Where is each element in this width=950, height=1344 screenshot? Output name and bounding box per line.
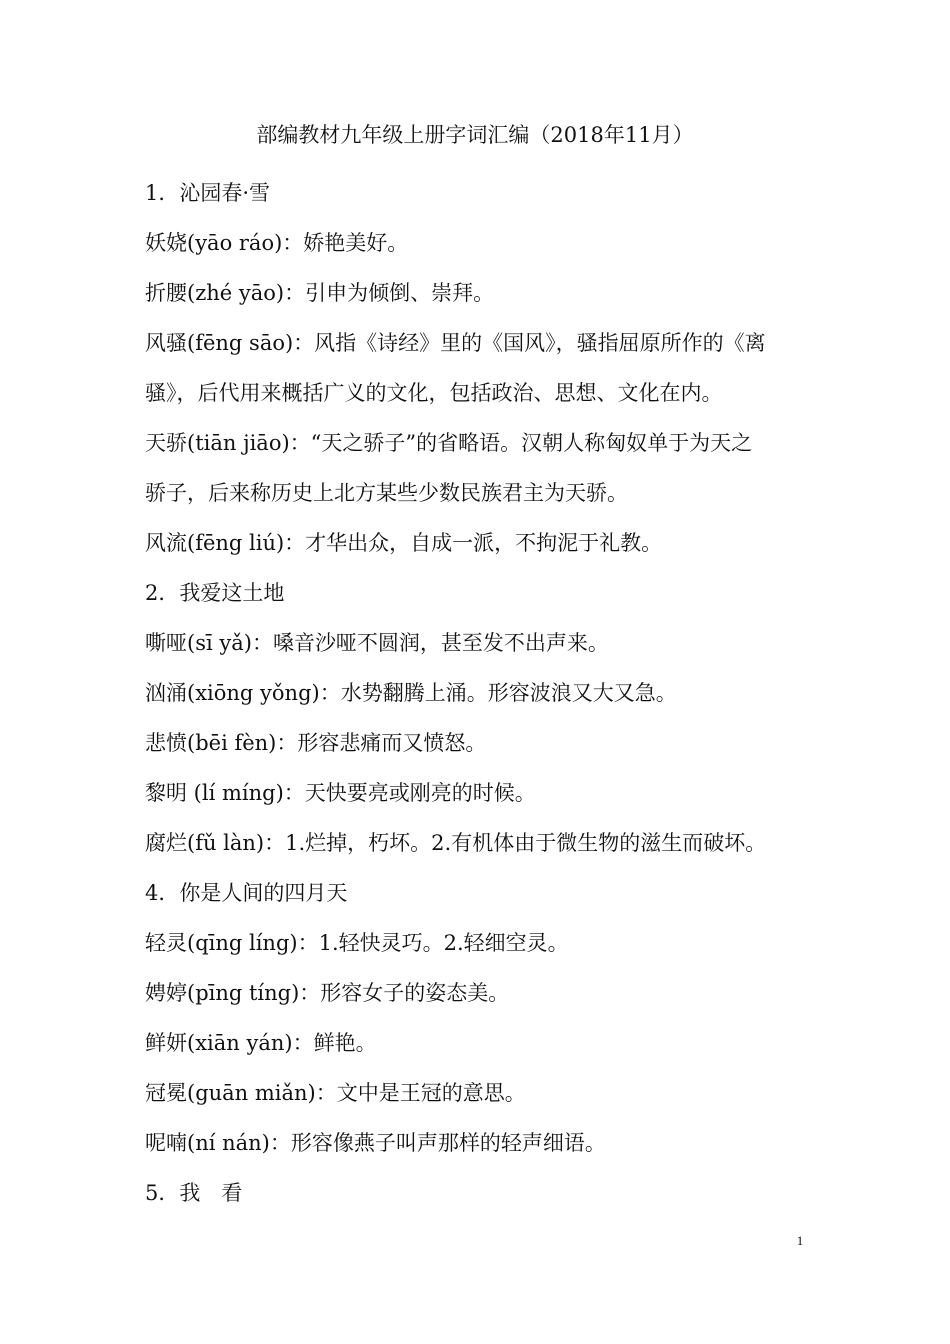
vocab-entry: 风流(fēng liú)：才华出众，自成一派，不拘泥于礼教。 [145, 531, 663, 555]
vocab-entry: 嘶哑(sī yǎ)：嗓音沙哑不圆润，甚至发不出声来。 [145, 631, 609, 655]
vocab-entry: 妖娆(yāo ráo)：娇艳美好。 [145, 231, 409, 255]
vocab-entry: 冠冕(guān miǎn)：文中是王冠的意思。 [145, 1081, 526, 1105]
vocab-entry: 呢喃(ní nán)：形容像燕子叫声那样的轻声细语。 [145, 1131, 606, 1155]
vocab-entry: 腐烂(fǔ làn)：1.烂掉，朽坏。2.有机体由于微生物的滋生而破坏。 [145, 831, 767, 855]
section-heading: 5．我 看 [145, 1181, 243, 1205]
vocab-entry: 黎明 (lí míng)：天快要亮或刚亮的时候。 [145, 781, 536, 805]
section-heading: 1．沁园春·雪 [145, 181, 271, 205]
vocab-entry: 悲愤(bēi fèn)：形容悲痛而又愤怒。 [145, 731, 487, 755]
vocab-entry: 娉婷(pīng tíng)：形容女子的姿态美。 [145, 981, 510, 1005]
page-number: 1 [796, 1233, 804, 1248]
vocab-entry-continuation: 骚》，后代用来概括广义的文化，包括政治、思想、文化在内。 [145, 381, 723, 405]
vocab-entry: 风骚(fēng sāo)：风指《诗经》里的《国风》，骚指屈原所作的《离 [145, 331, 766, 355]
section-heading: 2．我爱这土地 [145, 581, 285, 605]
section-heading: 4．你是人间的四月天 [145, 881, 348, 905]
document-body [145, 168, 815, 1218]
document-title: 部编教材九年级上册字词汇编（2018年11月） [256, 123, 694, 147]
vocab-entry: 天骄(tiān jiāo)：“天之骄子”的省略语。汉朝人称匈奴单于为天之 [145, 431, 753, 455]
vocab-entry: 轻灵(qīng líng)：1.轻快灵巧。2.轻细空灵。 [145, 931, 569, 955]
vocab-entry-continuation: 骄子，后来称历史上北方某些少数民族君主为天骄。 [145, 481, 628, 505]
vocab-entry: 鲜妍(xiān yán)：鲜艳。 [145, 1031, 377, 1055]
vocab-entry: 汹涌(xiōng yǒng)：水势翻腾上涌。形容波浪又大又急。 [145, 681, 677, 705]
vocab-entry: 折腰(zhé yāo)：引申为倾倒、崇拜。 [145, 281, 495, 305]
